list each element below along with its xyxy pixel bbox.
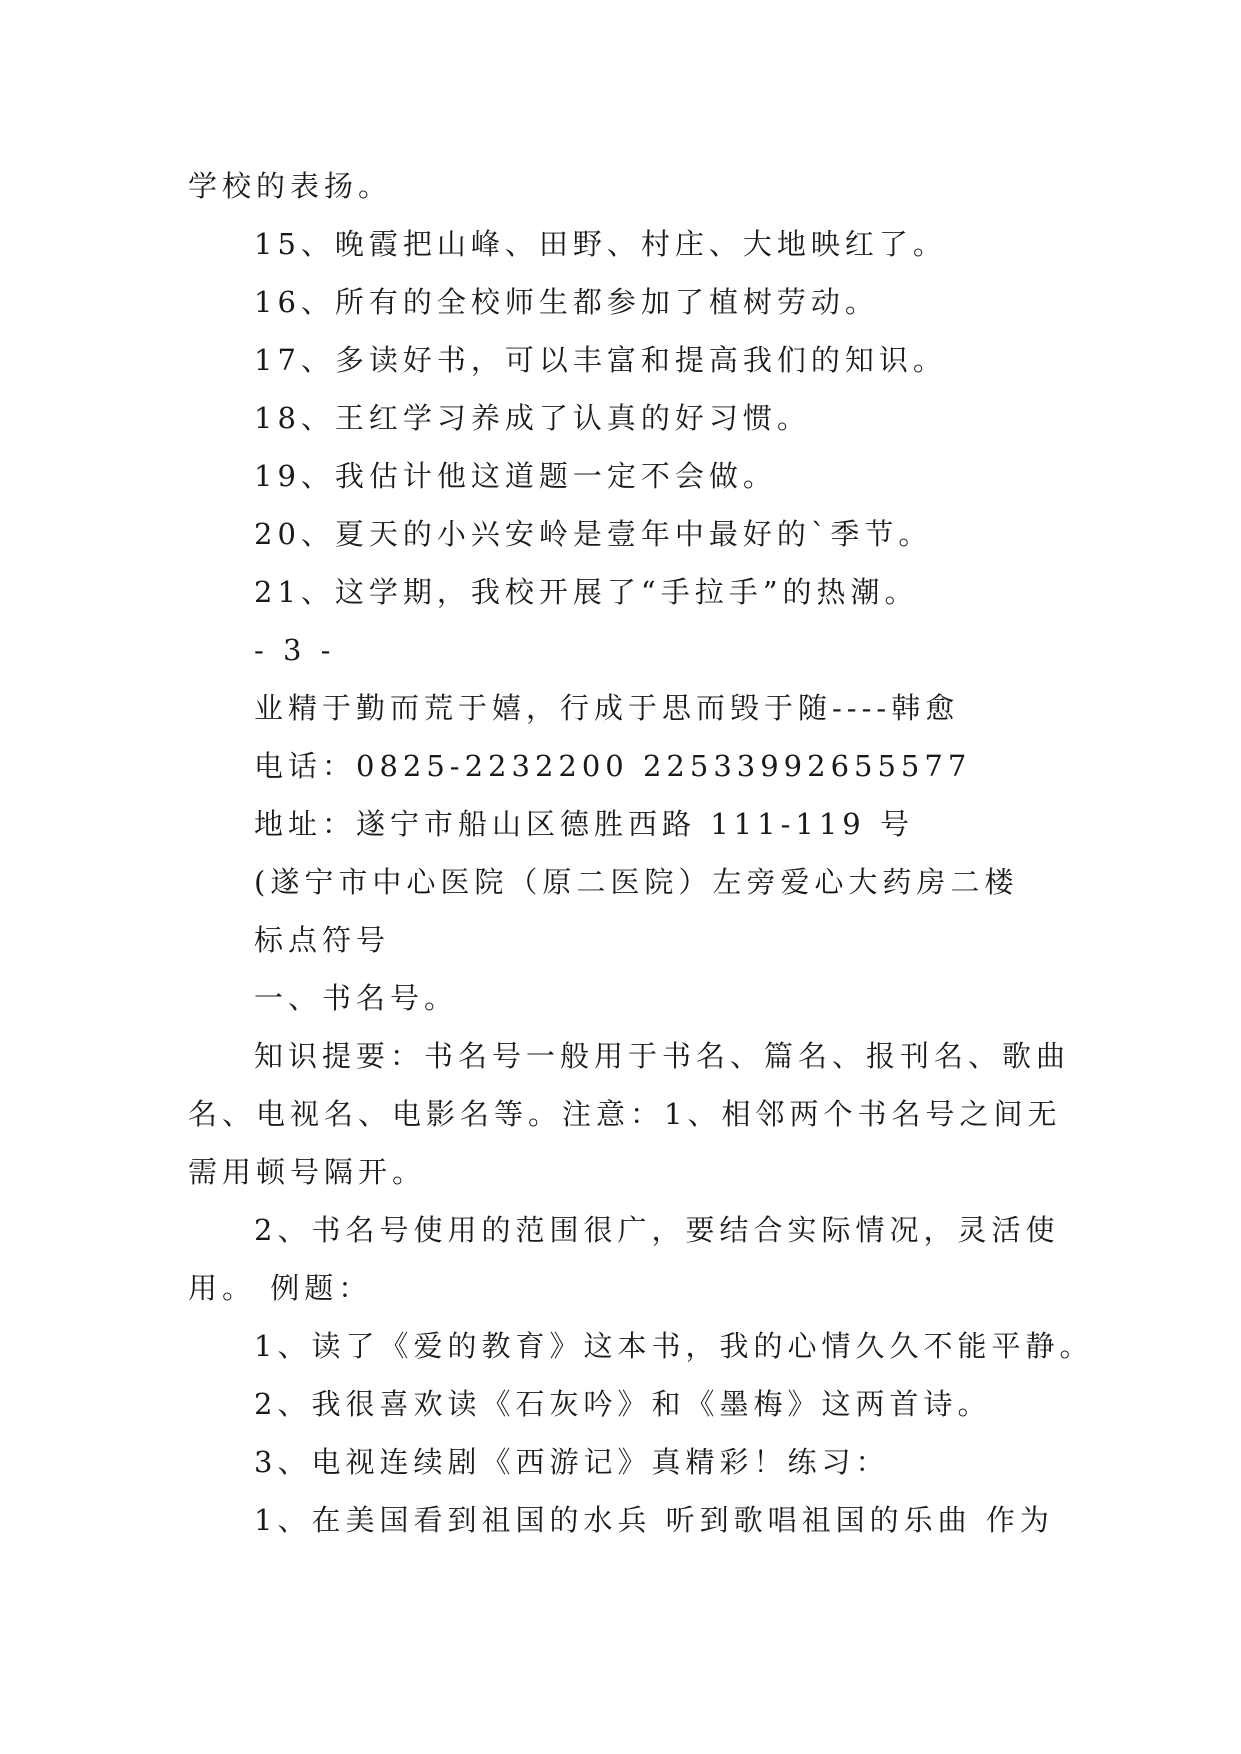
text-line: 2、书名号使用的范围很广，要结合实际情况，灵活使 xyxy=(254,1213,1060,1247)
example-line: 2、我很喜欢读《石灰吟》和《墨梅》这两首诗。 xyxy=(254,1387,992,1421)
page-number: - 3 - xyxy=(254,633,336,667)
text-line: 18、王红学习养成了认真的好习惯。 xyxy=(254,401,811,435)
text-line: 需用顿号隔开。 xyxy=(188,1155,427,1189)
quote-line: 业精于勤而荒于嬉，行成于思而毁于随----韩愈 xyxy=(254,691,960,725)
text-line: 19、我估计他这道题一定不会做。 xyxy=(254,459,777,493)
section-title: 标点符号 xyxy=(254,923,391,957)
text-line: 20、夏天的小兴安岭是壹年中最好的`季节。 xyxy=(254,517,933,551)
example-line: 3、电视连续剧《西游记》真精彩！练习： xyxy=(254,1445,890,1479)
text-line: 名、电视名、电影名等。注意：1、相邻两个书名号之间无 xyxy=(188,1097,1062,1131)
text-line: 学校的表扬。 xyxy=(188,169,393,203)
text-line: 用。 例题： xyxy=(188,1271,373,1305)
text-line: 17、多读好书，可以丰富和提高我们的知识。 xyxy=(254,343,947,377)
text-line: 知识提要：书名号一般用于书名、篇名、报刊名、歌曲 xyxy=(254,1039,1071,1073)
address-detail-line: (遂宁市中心医院（原二医院）左旁爱心大药房二楼 xyxy=(254,865,1019,899)
exercise-line: 1、在美国看到祖国的水兵 听到歌唱祖国的乐曲 作为 xyxy=(254,1503,1054,1537)
example-line: 1、读了《爱的教育》这本书，我的心情久久不能平静。 xyxy=(254,1329,1094,1363)
text-line: 16、所有的全校师生都参加了植树劳动。 xyxy=(254,285,879,319)
address-line: 地址：遂宁市船山区德胜西路 111-119 号 xyxy=(254,807,914,841)
subsection-title: 一、书名号。 xyxy=(254,981,459,1015)
phone-line: 电话：0825-2232200 22533992655577 xyxy=(254,749,972,783)
text-line: 21、这学期，我校开展了“手拉手”的热潮。 xyxy=(254,575,919,609)
text-line: 15、晚霞把山峰、田野、村庄、大地映红了。 xyxy=(254,227,947,261)
